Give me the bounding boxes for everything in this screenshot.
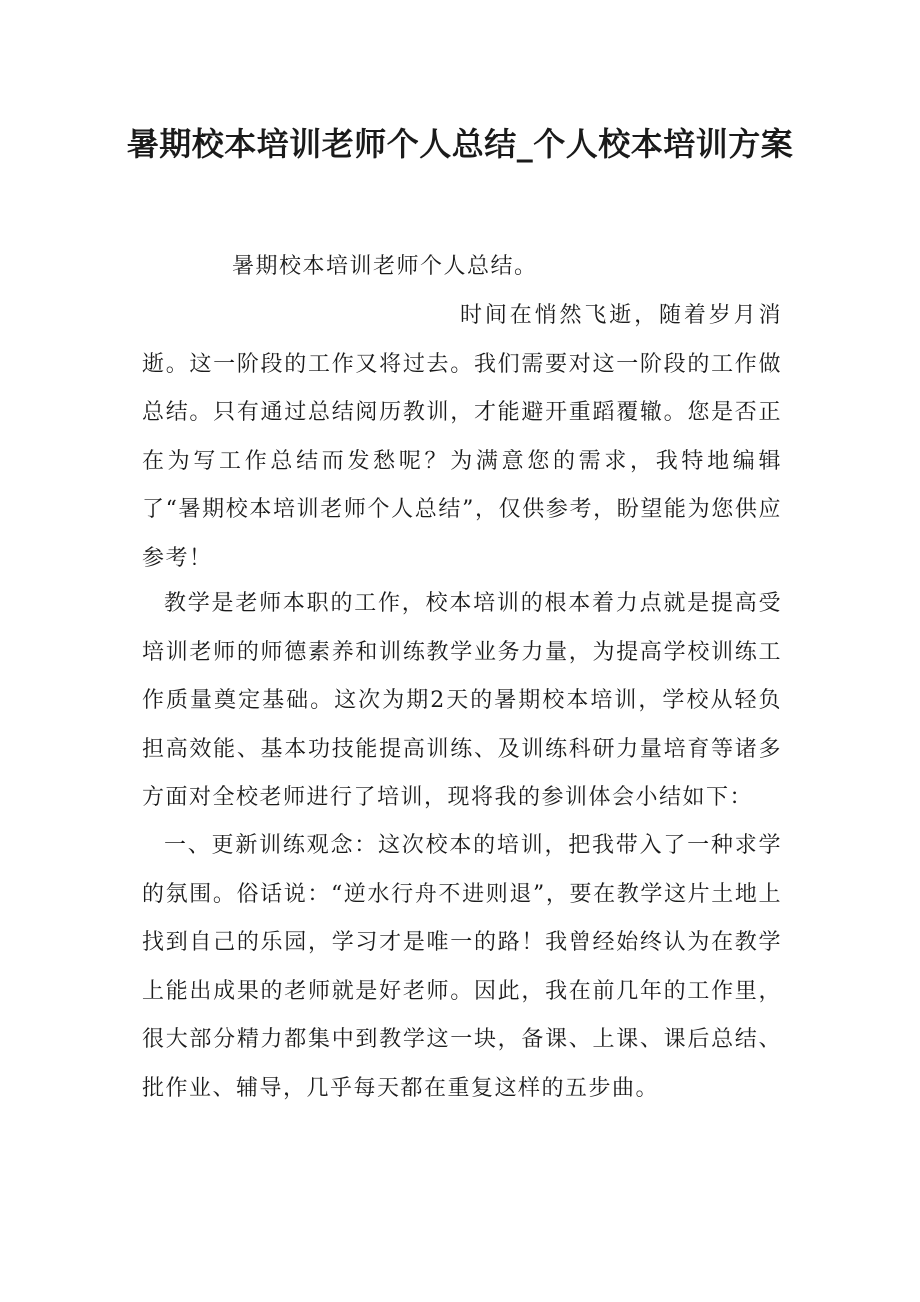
document-title: 暑期校本培训老师个人总结_个人校本培训方案 (126, 125, 794, 163)
paragraph-3: 一、更新训练观念：这次校本的培训，把我带入了一种求学的氛围。俗话说：“逆水行舟不进则退”，要在教学这片土地上找到自己的乐园，学习才是唯一的路！我曾经始终认为在教学上能出成果的老师就是好老师。因此，我在前几年的工作里，很大部分精力都集中到教学这一块，备课、上课、课后总结、批作业、辅导，几乎每天都在重复这样的五步曲。 (142, 833, 782, 1101)
paragraph-1: 时间在悄然飞逝，随着岁月消逝。这一阶段的工作又将过去。我们需要对这一阶段的工作做总结。只有通过总结阅历教训，才能避开重蹈覆辙。您是否正在为写工作总结而发愁呢？为满意您的需求，我特地编辑了“暑期校本培训老师个人总结”，仅供参考，盼望能为您供应参考！ (142, 303, 782, 571)
intro-line: 暑期校本培训老师个人总结。 (232, 254, 538, 279)
paragraph-2: 教学是老师本职的工作，校本培训的根本着力点就是提高受培训老师的师德素养和训练教学业务力量，为提高学校训练工作质量奠定基础。这次为期2天的暑期校本培训，学校从轻负担高效能、基本功技能提高训练、及训练科研力量培育等诸多方面对全校老师进行了培训，现将我的参训体会小结如下： (142, 591, 782, 810)
